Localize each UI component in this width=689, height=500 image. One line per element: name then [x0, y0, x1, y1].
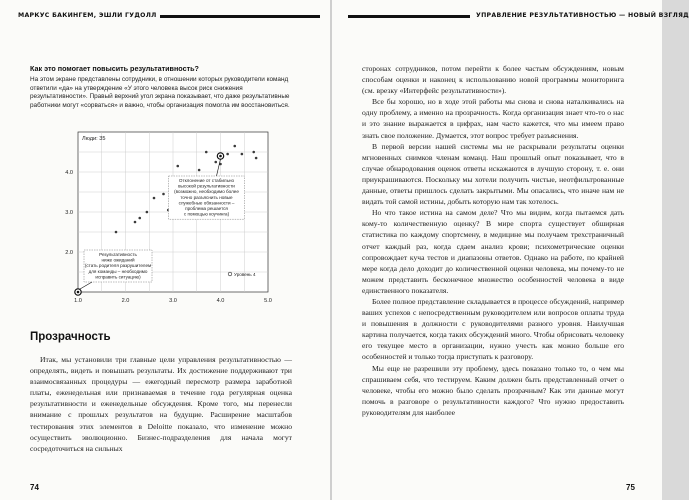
data-point — [138, 217, 141, 220]
data-point — [255, 157, 258, 160]
right-body-text — [362, 63, 624, 418]
annotation-text-top-right: (возможно, необходимо более — [174, 189, 239, 195]
annotation-text-bottom-left: ниже ожиданий — [101, 257, 135, 263]
sidebar-text: На этом экране представлены сотрудники, в отношении которых руководители команд ответили «да» на утверждение «У этого человека высок риск снижения результативности». Правый верхний угол экрана показывает, что даже результативные работники могут «сорваться» и важно, чтобы организация помогла им восстановиться. — [30, 76, 290, 109]
x-tick-label: 5.0 — [264, 298, 272, 304]
left-body-text — [30, 354, 292, 454]
x-tick-label: 4.0 — [216, 298, 225, 304]
annotation-text-top-right: Отклонение от стабильно — [178, 178, 235, 183]
y-tick-label: 2.0 — [65, 250, 73, 256]
y-tick-label: 3.0 — [65, 210, 73, 216]
data-point — [176, 165, 179, 168]
data-point — [153, 197, 156, 200]
data-point — [198, 169, 201, 172]
data-point — [241, 153, 244, 156]
left-paragraph: Итак, мы установили три главные цели управления результативностью — определять, видеть и повышать результаты. Их достижение поддерживают три взаимосвязанных процедуры — ежегодный пересмотр размера заработной платы, еженедельная или признаваемая в течение года регулярная оценка результативности и еженедельные обсуждения. Кроме того, мы перенесли внимание с прошлых результатов на будущие. Расширение масштабов тестирования этих элементов в Deloitte показало, что изменение можно осуществить эволюционно. Бизнес-подразделения для начала могут сосредоточиться на сильных — [30, 355, 292, 453]
x-tick-label: 1.0 — [74, 298, 82, 304]
data-point — [252, 151, 255, 154]
right-paragraph: сторонах сотрудников, потом перейти к более частым обсуждениям, новым способам оценки и наконец к использованию новой программы мониторинга (см. врезку «Интерфейс результативности»). — [362, 64, 624, 96]
left-page — [0, 0, 330, 500]
left-running-head-rule — [160, 15, 320, 18]
data-point — [115, 231, 118, 234]
right-paragraph: Все бы хорошо, но в ходе этой работы мы снова и снова наталкивались на одну проблему, а именно на прозрачность. Когда организация знает что-то о нас и это знание выражается в цифрах, нам часто кажется, что мы имеем право знать свое положение. Думается, этот вопрос требует разъяснения. — [362, 97, 624, 140]
annotation-text-top-right: служебные обязанности – — [178, 200, 235, 206]
chart-corner-label: Люди: 35 — [82, 136, 106, 142]
scatter-chart-svg — [28, 124, 298, 314]
right-paragraph: Мы еще не разрешили эту проблему, здесь показано только то, о чем мы спрашиваем себя, что тестируем. Каким должен быть представленный отчет о человеке, чтобы его можно было сделать прозрачным? Как эти данные могут помочь в разговоре о результативности каждого? Что нужно предоставить руководителям для наиболее — [362, 363, 624, 417]
highlighted-data-point-core — [77, 291, 80, 294]
data-point — [146, 211, 149, 214]
data-point — [226, 153, 229, 156]
left-running-head — [18, 12, 318, 26]
right-running-head-rule — [348, 15, 470, 18]
annotation-text-bottom-left: исправить ситуацию) — [95, 274, 141, 280]
data-point — [162, 193, 165, 196]
annotation-text-top-right: с помощью коучинга) — [183, 211, 230, 217]
x-tick-label: 3.0 — [169, 298, 177, 304]
data-point — [134, 221, 137, 224]
sidebar-title: Как это помогает повысить результативность? — [30, 64, 199, 73]
annotation-text-bottom-left: Результативность — [99, 252, 137, 257]
annotation-text-bottom-left: для команды – необходимо — [88, 268, 148, 274]
data-point — [214, 161, 217, 164]
right-running-head — [348, 12, 689, 26]
highlighted-data-point-core — [219, 155, 222, 158]
annotation-text-top-right: высокой результативности — [178, 183, 235, 189]
right-paragraph: Но что такое истина на самом деле? Что мы видим, когда пытаемся дать кому-то количественную оценку? В мире спорта существует обширная статистика по каждому спортсмену, в медицине мы получаем трехстраничный отчет каждый раз, когда сдаем анализ крови; психометрические оценки сопровождает куча тестов и диапазоны ответов. Однако на работе, по крайней мере когда дело доходит до количественной оценки человека, мы почему-то не можем представить бесконечное множество особенностей человека в виде единственного показателя. — [362, 208, 624, 295]
y-tick-label: 4.0 — [65, 170, 73, 176]
annotation-text-top-right: проблема решается — [185, 206, 228, 211]
right-paragraph: В первой версии нашей системы мы не раскрывали результаты оценки мгновенных снимков членам команд. Наш прошлый опыт показывает, что в случае обнародования оценок ответы искажаются в лучшую сторону, т. е. они приукрашиваются. Поскольку мы хотели получить чистые, неотфильтрованные данные, ответы пришлось сделать закрытыми. Мы опасались, что иначе нам не видать той самой истины, добыть которую нам так хотелось. — [362, 141, 624, 207]
left-page-number: 74 — [30, 483, 39, 492]
right-page — [332, 0, 689, 500]
section-heading: Прозрачность — [30, 331, 111, 343]
data-point — [205, 151, 208, 154]
x-tick-label: 2.0 — [121, 298, 130, 304]
left-running-head-text: МАРКУС БАКИНГЕМ, ЭШЛИ ГУДОЛЛ — [18, 12, 157, 19]
right-paragraph: Более полное представление складывается в процессе обсуждений, например ваших успехов с непосредственным руководителем или вопросов оплаты труда и повышения в должности с руководителями разного уровня. Наилучшая картина получается, когда таких обсуждений много. Чтобы обрисовать человеку его текущее место в организации, нужно учесть как можно больше его особенностей и только тогда приступать к разговору. — [362, 296, 624, 362]
annotation-text-top-right: точно разъяснить новые — [180, 194, 233, 200]
scatter-chart — [28, 124, 298, 314]
annotation-text-bottom-left: (стать родителя разрушителем — [84, 263, 152, 269]
legend-label: Уровень 4 — [234, 272, 256, 277]
sidebar-box — [30, 64, 292, 110]
data-point — [233, 145, 236, 148]
right-running-head-text: УПРАВЛЕНИЕ РЕЗУЛЬТАТИВНОСТЬЮ — НОВЫЙ ВЗГЛЯД — [476, 12, 689, 19]
right-page-number: 75 — [626, 483, 635, 492]
